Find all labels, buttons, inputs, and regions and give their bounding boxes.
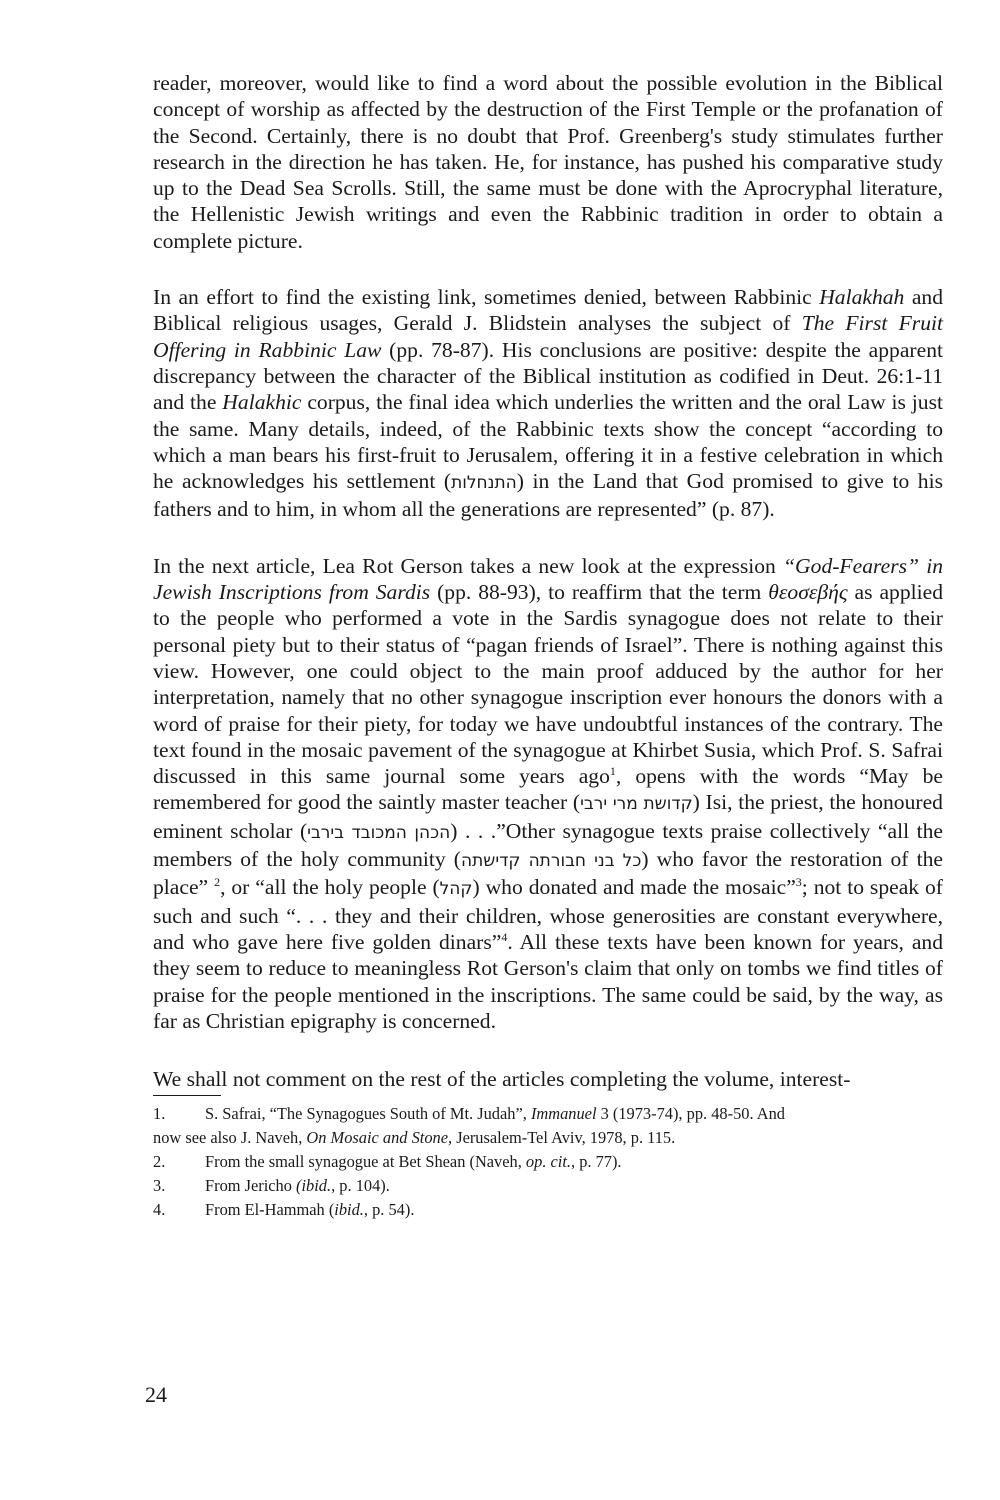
text-run: now see also J. Naveh, <box>153 1128 307 1148</box>
text-run: 3 (1973-74), pp. 48-50. And <box>596 1104 785 1124</box>
text-run: ) in the Land that God promised to give to his fathers and to him, in whom all the generations are represented” (p. 87). <box>153 469 944 522</box>
citation-abbrev: ibid. <box>334 1200 364 1220</box>
footnote-1 <box>153 1104 943 1124</box>
article-title: The First Fruit Offering in Rabbinic Law <box>153 311 943 362</box>
text-run: , p. 77). <box>571 1152 622 1172</box>
footnote-ref-3[interactable]: 3 <box>795 875 802 890</box>
hebrew-term: כל בני חבורתה קדישתה <box>461 851 642 872</box>
hebrew-term: הכהן המכובד בירבי <box>307 822 451 843</box>
paragraph-1 <box>153 70 943 254</box>
text-run: S. Safrai, “The Synagogues South of Mt. Judah”, <box>205 1104 531 1124</box>
italic-term: Halakhah <box>819 285 905 310</box>
text-run: ; not to speak of such and such “. . . they and their children, whose generosities are constant everywhere, and who gave here five golden dinars” <box>153 875 944 954</box>
text-run: ) who favor the restoration of the place” <box>153 847 943 900</box>
footnote-number: 4. <box>153 1200 166 1220</box>
text-run: , p. 104). <box>331 1176 390 1196</box>
text-run: ) who donated and made the mosaic” <box>472 875 796 900</box>
text-run: From the small synagogue at Bet Shean (Naveh, <box>205 1152 526 1172</box>
greek-term: θεοσεβής <box>768 580 848 605</box>
paragraph-2 <box>153 284 943 523</box>
paragraph-4 <box>153 1066 943 1092</box>
text-run: ) . . .”Other synagogue texts praise collectively “all the members of the holy community ( <box>153 818 943 872</box>
footnote-ref-4[interactable]: 4 <box>501 929 508 944</box>
text-run: From Jericho <box>205 1176 297 1196</box>
article-title: “God-Fearers” in Jewish Inscriptions from Sardis <box>153 553 943 605</box>
text-run: , opens with the words “May be remembered for good the saintly master teacher ( <box>153 764 943 815</box>
footnote-text <box>205 1104 943 1124</box>
journal-title: Immanuel <box>530 1104 597 1124</box>
paragraph-4-text: We shall not comment on the rest of the articles completing the volume, interest- <box>153 1067 851 1092</box>
citation-abbrev: (ibid. <box>296 1176 332 1196</box>
text-run: (pp. 78-87). His conclusions are positive: despite the apparent discrepancy between the character of the Biblical institution as codified in Deut. 26:1-11 and the <box>153 337 943 415</box>
text-run: and Biblical religious usages, Gerald J. Blidstein analyses the subject of <box>153 285 944 336</box>
book-title: On Mosaic and Stone, <box>306 1128 453 1148</box>
citation-abbrev: op. cit. <box>525 1152 571 1172</box>
page-number: 24 <box>145 1382 167 1407</box>
footnotes <box>153 1104 943 1220</box>
italic-term: Halakhic <box>222 390 302 415</box>
text-run: corpus, the final idea which underlies the written and the oral Law is just the same. Many details, indeed, of the Rabbinic texts show the concept “according to which a man bears his first-fruit to Jerusalem, offering it in a festive celebration in which he acknowledges his settlement ( <box>153 390 943 494</box>
footnote-text <box>205 1200 943 1220</box>
text-run: ) Isi, the priest, the honoured eminent scholar ( <box>153 790 943 843</box>
hebrew-term: קדושת מרי ירבי <box>580 794 693 815</box>
text-run: Jerusalem-Tel Aviv, 1978, p. 115. <box>452 1128 676 1148</box>
paragraph-3 <box>153 553 943 1034</box>
text-run: , or “all the holy people ( <box>220 875 440 900</box>
text-run: . All these texts have been known for years, and they seem to reduce to meaningless Rot Gerson's claim that only on tombs we find titles of praise for the people mentioned in the inscriptions. The same could be said, by the way, as far as Christian epigraphy is concerned. <box>153 929 943 1033</box>
footnote-number: 1. <box>153 1104 166 1124</box>
footnote-text <box>205 1152 943 1172</box>
footnote-2 <box>153 1152 943 1172</box>
paragraph-1-text: reader, moreover, would like to find a word about the possible evolution in the Biblical concept of worship as affected by the destruction of the First Temple or the profanation of the Second. Certainly, there is no doubt that Prof. Greenberg's study stimulates further research in the direction he has taken. He, for instance, has pushed his comparative study up to the Dead Sea Scrolls. Still, the same must be done with the Aprocryphal literature, the Hellenistic Jewish writings and even the Rabbinic tradition in order to obtain a complete picture. <box>153 71 943 253</box>
text-run: as applied to the people who performed a vote in the Sardis synagogue does not relate to their personal piety but to their status of “pagan friends of Israel”. There is nothing against this view. However, one could object to the main proof adduced by the author for her interpretation, namely that no other synagogue inscription ever honours the donors with a word of praise for their piety, for today we have undoubtful instances of the contrary. The text found in the mosaic pavement of the synagogue at Khirbet Susia, which Prof. S. Safrai discussed in this same journal some years ago <box>153 580 944 789</box>
footnote-ref-2[interactable]: 2 <box>214 875 221 890</box>
footnote-number: 3. <box>153 1176 166 1196</box>
footnote-4 <box>153 1200 943 1220</box>
footnote-1-continuation <box>153 1128 943 1148</box>
footnote-text <box>205 1176 943 1196</box>
page-body <box>153 60 943 1224</box>
text-run: In the next article, Lea Rot Gerson takes a new look at the expression <box>153 553 784 578</box>
text-run: (pp. 88-93), to reaffirm that the term <box>430 580 769 605</box>
text-run: , p. 54). <box>363 1200 415 1220</box>
text-run: In an effort to find the existing link, sometimes denied, between Rabbinic <box>153 285 820 310</box>
hebrew-term: קהל <box>439 879 473 900</box>
footnote-ref-1[interactable]: 1 <box>609 763 616 778</box>
footnote-3 <box>153 1176 943 1196</box>
footnote-divider <box>153 1095 221 1096</box>
text-run: From El-Hammah ( <box>205 1200 335 1220</box>
footnote-number: 2. <box>153 1152 166 1172</box>
hebrew-term: התנחלות <box>451 473 517 494</box>
